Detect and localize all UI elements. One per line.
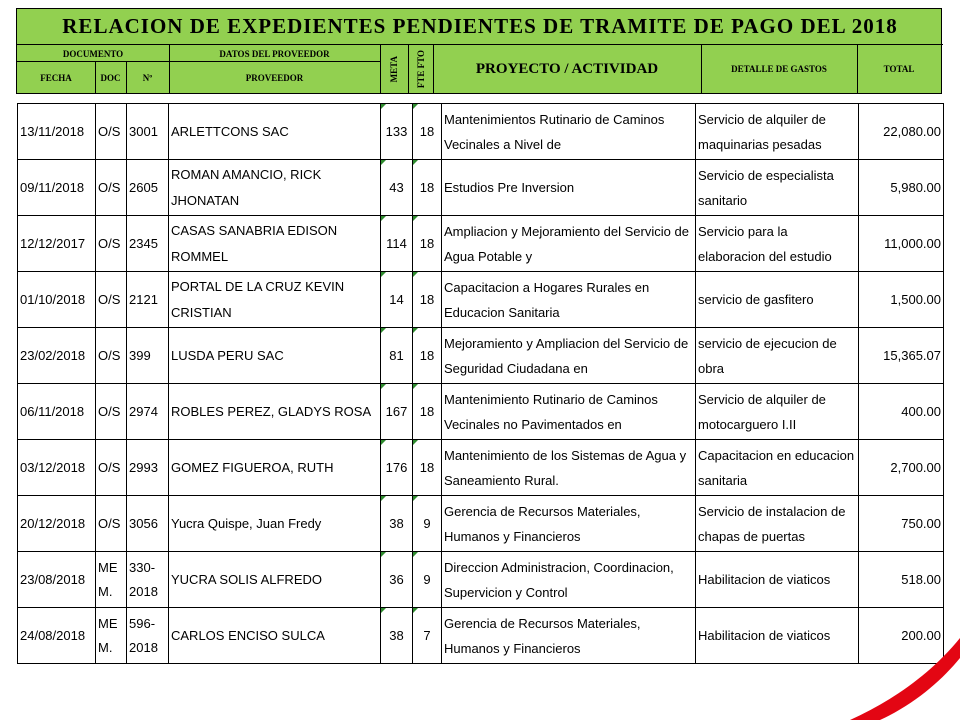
proyecto-cell: Gerencia de Recursos Materiales, Humanos y Financieros [442, 608, 696, 664]
table-row [18, 272, 944, 328]
doc-cell: ME M. [96, 552, 127, 608]
total-cell: 5,980.00 [859, 160, 944, 216]
expedientes-table [17, 103, 944, 664]
fte-cell: 18 [413, 160, 442, 216]
header-total: TOTAL [883, 64, 915, 74]
header-documento: DOCUMENTO [62, 48, 124, 59]
fecha-cell: 06/11/2018 [18, 384, 96, 440]
total-cell: 1,500.00 [859, 272, 944, 328]
header-meta: META [389, 55, 399, 83]
detalle-cell: Habilitacion de viaticos [696, 608, 859, 664]
table-row [18, 104, 944, 160]
fecha-cell: 09/11/2018 [18, 160, 96, 216]
num-cell: 399 [127, 328, 169, 384]
table-row [18, 440, 944, 496]
fte-cell: 18 [413, 104, 442, 160]
fte-cell: 18 [413, 440, 442, 496]
num-cell: 330-2018 [127, 552, 169, 608]
total-cell: 518.00 [859, 552, 944, 608]
meta-cell: 176 [381, 440, 413, 496]
proyecto-cell: Mantenimiento de los Sistemas de Agua y Saneamiento Rural. [442, 440, 696, 496]
page-title: RELACION DE EXPEDIENTES PENDIENTES DE TRAMITE DE PAGO DEL 2018 [17, 9, 943, 45]
header-fte-fto: FTE FTO [415, 49, 426, 89]
proveedor-cell: Yucra Quispe, Juan Fredy [169, 496, 381, 552]
detalle-cell: servicio de ejecucion de obra [696, 328, 859, 384]
proveedor-cell: PORTAL DE LA CRUZ KEVIN CRISTIAN [169, 272, 381, 328]
meta-cell: 38 [381, 496, 413, 552]
proveedor-cell: GOMEZ FIGUEROA, RUTH [169, 440, 381, 496]
proyecto-cell: Gerencia de Recursos Materiales, Humanos y Financieros [442, 496, 696, 552]
proveedor-cell: CASAS SANABRIA EDISON ROMMEL [169, 216, 381, 272]
proveedor-cell: YUCRA SOLIS ALFREDO [169, 552, 381, 608]
num-cell: 2605 [127, 160, 169, 216]
total-cell: 2,700.00 [859, 440, 944, 496]
num-cell: 3056 [127, 496, 169, 552]
meta-cell: 36 [381, 552, 413, 608]
detalle-cell: Servicio de alquiler de motocarguero I.II [696, 384, 859, 440]
total-cell: 11,000.00 [859, 216, 944, 272]
header-detalle: DETALLE DE GASTOS [731, 64, 827, 74]
fecha-cell: 23/02/2018 [18, 328, 96, 384]
fte-cell: 18 [413, 384, 442, 440]
num-cell: 2345 [127, 216, 169, 272]
proyecto-cell: Mantenimientos Rutinario de Caminos Vecinales a Nivel de [442, 104, 696, 160]
header-meta-cell [380, 45, 408, 93]
meta-cell: 14 [381, 272, 413, 328]
header-datos-proveedor: DATOS DEL PROVEEDOR [219, 48, 330, 59]
fecha-cell: 03/12/2018 [18, 440, 96, 496]
proyecto-cell: Estudios Pre Inversion [442, 160, 696, 216]
detalle-cell: Capacitacion en educacion sanitaria [696, 440, 859, 496]
doc-cell: O/S [96, 104, 127, 160]
detalle-cell: Habilitacion de viaticos [696, 552, 859, 608]
detalle-cell: servicio de gasfitero [696, 272, 859, 328]
proveedor-cell: CARLOS ENCISO SULCA [169, 608, 381, 664]
table-row [18, 216, 944, 272]
total-cell: 200.00 [859, 608, 944, 664]
doc-cell: ME M. [96, 608, 127, 664]
fecha-cell: 13/11/2018 [18, 104, 96, 160]
meta-cell: 167 [381, 384, 413, 440]
detalle-cell: Servicio de instalacion de chapas de puertas [696, 496, 859, 552]
doc-cell: O/S [96, 440, 127, 496]
table-row [18, 384, 944, 440]
total-cell: 22,080.00 [859, 104, 944, 160]
total-cell: 15,365.07 [859, 328, 944, 384]
num-cell: 3001 [127, 104, 169, 160]
table-row [18, 160, 944, 216]
table-row [18, 552, 944, 608]
table-row [18, 496, 944, 552]
detalle-cell: Servicio para la elaboracion del estudio [696, 216, 859, 272]
proyecto-cell: Ampliacion y Mejoramiento del Servicio de Agua Potable y [442, 216, 696, 272]
num-cell: 2993 [127, 440, 169, 496]
header-fecha: FECHA [40, 72, 72, 83]
table-header [16, 8, 942, 94]
proveedor-cell: ROMAN AMANCIO, RICK JHONATAN [169, 160, 381, 216]
fecha-cell: 23/08/2018 [18, 552, 96, 608]
header-proyecto: PROYECTO / ACTIVIDAD [475, 60, 659, 77]
fte-cell: 9 [413, 552, 442, 608]
detalle-cell: Servicio de especialista sanitario [696, 160, 859, 216]
proveedor-cell: LUSDA PERU SAC [169, 328, 381, 384]
doc-cell: O/S [96, 272, 127, 328]
table-row [18, 328, 944, 384]
fte-cell: 18 [413, 328, 442, 384]
doc-cell: O/S [96, 384, 127, 440]
fecha-cell: 01/10/2018 [18, 272, 96, 328]
table-row [18, 608, 944, 664]
fecha-cell: 20/12/2018 [18, 496, 96, 552]
meta-cell: 133 [381, 104, 413, 160]
fte-cell: 9 [413, 496, 442, 552]
num-cell: 2974 [127, 384, 169, 440]
header-fte-cell [408, 45, 433, 93]
doc-cell: O/S [96, 328, 127, 384]
fte-cell: 18 [413, 216, 442, 272]
doc-cell: O/S [96, 496, 127, 552]
total-cell: 400.00 [859, 384, 944, 440]
proyecto-cell: Direccion Administracion, Coordinacion, Supervicion y Control [442, 552, 696, 608]
fecha-cell: 12/12/2017 [18, 216, 96, 272]
header-proveedor: PROVEEDOR [245, 72, 304, 83]
proveedor-cell: ARLETTCONS SAC [169, 104, 381, 160]
meta-cell: 81 [381, 328, 413, 384]
doc-cell: O/S [96, 160, 127, 216]
proveedor-cell: ROBLES PEREZ, GLADYS ROSA [169, 384, 381, 440]
proyecto-cell: Mantenimiento Rutinario de Caminos Vecinales no Pavimentados en [442, 384, 696, 440]
header-numero: Nº [142, 72, 153, 83]
meta-cell: 43 [381, 160, 413, 216]
fte-cell: 18 [413, 272, 442, 328]
num-cell: 2121 [127, 272, 169, 328]
fte-cell: 7 [413, 608, 442, 664]
red-swoosh-decoration [850, 630, 960, 720]
proyecto-cell: Capacitacion a Hogares Rurales en Educacion Sanitaria [442, 272, 696, 328]
doc-cell: O/S [96, 216, 127, 272]
detalle-cell: Servicio de alquiler de maquinarias pesadas [696, 104, 859, 160]
num-cell: 596-2018 [127, 608, 169, 664]
meta-cell: 38 [381, 608, 413, 664]
total-cell: 750.00 [859, 496, 944, 552]
header-doc: DOC [100, 72, 121, 83]
meta-cell: 114 [381, 216, 413, 272]
proyecto-cell: Mejoramiento y Ampliacion del Servicio de Seguridad Ciudadana en [442, 328, 696, 384]
fecha-cell: 24/08/2018 [18, 608, 96, 664]
